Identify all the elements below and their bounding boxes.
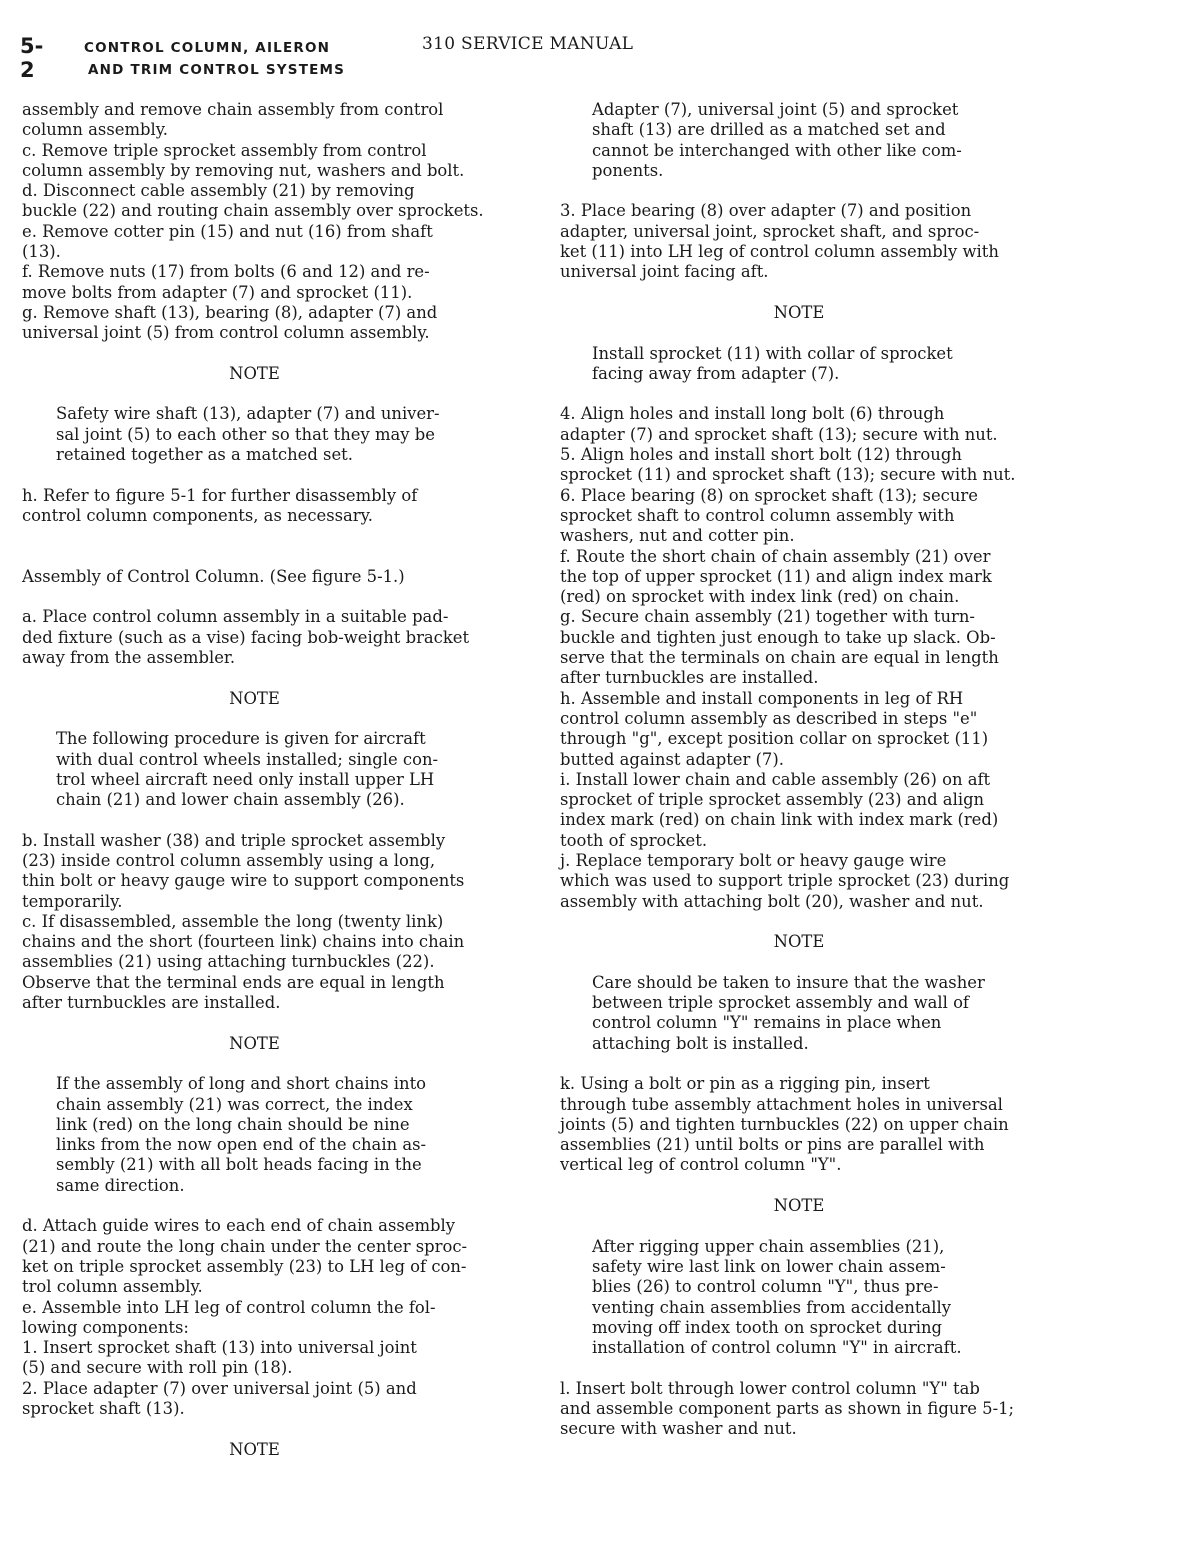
text-line: chain (21) and lower chain assembly (26). [56,790,405,810]
text-line: e. Assemble into LH leg of control column the fol- [22,1297,436,1317]
text-line: column assembly by removing nut, washers and bolt. [22,160,465,180]
manual-title: 310 SERVICE MANUAL [422,34,634,54]
text-line: If the assembly of long and short chains into [56,1074,427,1094]
text-line: j. Replace temporary bolt or heavy gauge wire [560,850,947,870]
text-line: facing away from adapter (7). [592,363,840,383]
text-line: 5. Align holes and install short bolt (12) through [560,445,962,465]
paragraph [22,100,552,141]
note-safety-wire [22,404,552,465]
step-c-assemble-chains [22,912,552,1013]
note-washer-care [560,973,1090,1054]
text-line: 6. Place bearing (8) on sprocket shaft (13); secure [560,485,978,505]
text-line: sprocket shaft to control column assembly with [560,505,955,525]
text-line: which was used to support triple sprocket (23) during [560,871,1010,891]
step-i-lower-chain [560,770,1090,851]
text-line: Care should be taken to insure that the washer [592,972,985,992]
text-line: Safety wire shaft (13), adapter (7) and univer- [56,404,440,424]
text-line: links from the now open end of the chain as- [56,1135,427,1155]
step-h-rh-leg [560,689,1090,770]
step-f-route-short-chain [560,547,1090,608]
text-line: through "g", except position collar on sprocket (11) [560,729,989,749]
step-1-insert-shaft [22,1338,552,1379]
text-line: between triple sprocket assembly and wall of [592,993,970,1013]
step-k-rigging-pin [560,1074,1090,1175]
text-line: h. Assemble and install components in leg of RH [560,688,964,708]
text-line: g. Remove shaft (13), bearing (8), adapter (7) and [22,302,438,322]
step-h-refer-figure [22,486,552,527]
step-g-secure-chain [560,607,1090,688]
text-line: a. Place control column assembly in a suitable pad- [22,607,449,627]
text-line: shaft (13) are drilled as a matched set and [592,120,946,140]
text-line: assembly with attaching bolt (20), washer and nut. [560,891,984,911]
text-line: 1. Insert sprocket shaft (13) into universal joint [22,1338,417,1358]
text-line: f. Remove nuts (17) from bolts (6 and 12) and re- [22,262,430,282]
step-g-remove-shaft [22,303,552,344]
text-line: column assembly. [22,120,169,140]
text-line: f. Route the short chain of chain assembly (21) over [560,546,991,566]
step-e-assemble-lh-leg [22,1298,552,1339]
text-line: d. Attach guide wires to each end of chain assembly [22,1216,456,1236]
text-line: g. Secure chain assembly (21) together with turn- [560,607,975,627]
text-line: (5) and secure with roll pin (18). [22,1358,293,1378]
text-line: 3. Place bearing (8) over adapter (7) and position [560,201,972,221]
text-line: through tube assembly attachment holes in universal [560,1094,1003,1114]
text-line: secure with washer and nut. [560,1419,797,1439]
text-line: sprocket (11) and sprocket shaft (13); secure with nut. [560,465,1016,485]
text-line: d. Disconnect cable assembly (21) by removing [22,181,415,201]
right-column [560,100,1090,1440]
text-line: the top of upper sprocket (11) and align index mark [560,566,992,586]
text-line: trol column assembly. [22,1277,203,1297]
text-line: ponents. [592,160,664,180]
note-heading: NOTE [229,1439,280,1459]
text-line: control column "Y" remains in place when [592,1013,942,1033]
step-5-short-bolt [560,445,1090,486]
note-dual-control [22,729,552,810]
text-line: index mark (red) on chain link with index mark (red) [560,810,999,830]
text-line: ket on triple sprocket assembly (23) to LH leg of con- [22,1256,467,1276]
text-line: Install sprocket (11) with collar of sprocket [592,343,953,363]
text-line: sprocket of triple sprocket assembly (23) and align [560,790,985,810]
step-d-disconnect-cable [22,181,552,222]
step-4-long-bolt [560,404,1090,445]
text-line: ded fixture (such as a vise) facing bob-weight bracket [22,627,470,647]
text-line: c. Remove triple sprocket assembly from control [22,140,427,160]
text-line: b. Install washer (38) and triple sprocket assembly [22,830,446,850]
text-line: sembly (21) with all bolt heads facing in the [56,1155,422,1175]
text-line: c. If disassembled, assemble the long (twenty link) [22,911,444,931]
text-line: After rigging upper chain assemblies (21), [592,1236,945,1256]
step-a-place-assembly [22,607,552,668]
text-line: assemblies (21) using attaching turnbuckles (22). [22,952,435,972]
text-line: with dual control wheels installed; single con- [56,749,439,769]
text-line: blies (26) to control column "Y", thus pre- [592,1277,939,1297]
note-matched-set [560,100,1090,181]
text-line: sprocket shaft (13). [22,1399,185,1418]
text-line: chain assembly (21) was correct, the index [56,1094,413,1114]
step-3-place-bearing [560,201,1090,282]
step-c-remove-triple-sprocket [22,141,552,182]
section-title-line-2: AND TRIM CONTROL SYSTEMS [88,62,346,78]
text-line: cannot be interchanged with other like com- [592,140,962,160]
text-line: adapter (7) and sprocket shaft (13); secure with nut. [560,424,998,444]
text-line: same direction. [56,1175,185,1195]
text-line: (21) and route the long chain under the center sproc- [22,1236,468,1256]
text-line: temporarily. [22,891,123,911]
text-line: away from the assembler. [22,648,236,668]
text-line: buckle and tighten just enough to take up slack. Ob- [560,627,996,647]
text-line: adapter, universal joint, sprocket shaft, and sproc- [560,221,980,241]
note-heading: NOTE [773,1196,825,1216]
text-line: 2. Place adapter (7) over universal joint (5) and [22,1378,417,1398]
text-line: vertical leg of control column "Y". [560,1155,842,1175]
text-line: e. Remove cotter pin (15) and nut (16) from shaft [22,221,433,241]
section-title-line-1: CONTROL COLUMN, AILERON [84,40,331,56]
text-line: l. Insert bolt through lower control column "Y" tab [560,1378,980,1398]
text-line: h. Refer to figure 5-1 for further disassembly of [22,485,418,505]
text-line: butted against adapter (7). [560,749,784,769]
text-line: venting chain assemblies from accidentally [592,1297,952,1317]
text-line: safety wire last link on lower chain assem- [592,1256,946,1276]
text-line: joints (5) and tighten turnbuckles (22) on upper chain [560,1114,1009,1134]
text-line: assembly and remove chain assembly from control [22,100,444,119]
note-heading: NOTE [229,1033,280,1053]
text-line: tooth of sprocket. [560,830,708,850]
page-number: 5-2 [20,34,44,82]
text-line: The following procedure is given for aircraft [56,729,426,749]
text-line: universal joint (5) from control column assembly. [22,323,430,343]
section-heading-assembly: Assembly of Control Column. (See figure 5-1.) [22,566,405,586]
step-d-attach-guide-wires [22,1216,552,1297]
text-line: (red) on sprocket with index link (red) on chain. [560,587,960,607]
text-line: 4. Align holes and install long bolt (6) through [560,404,945,424]
text-line: link (red) on the long chain should be nine [56,1114,410,1134]
text-line: and assemble component parts as shown in figure 5-1; [560,1399,1015,1418]
text-line: move bolts from adapter (7) and sprocket (11). [22,282,413,302]
note-heading: NOTE [229,688,280,708]
note-heading: NOTE [773,302,825,322]
text-line: control column components, as necessary. [22,505,373,525]
text-line: ket (11) into LH leg of control column assembly with [560,242,999,262]
text-line: moving off index tooth on sprocket during [592,1317,943,1337]
step-6-place-bearing [560,486,1090,547]
text-line: buckle (22) and routing chain assembly over sprockets. [22,201,484,221]
text-line: washers, nut and cotter pin. [560,526,795,546]
text-line: installation of control column "Y" in aircraft. [592,1338,962,1358]
text-line: i. Install lower chain and cable assembly (26) on aft [560,769,991,789]
step-2-place-adapter [22,1379,552,1420]
text-line: retained together as a matched set. [56,445,353,465]
text-line: serve that the terminals on chain are equal in length [560,648,999,668]
text-line: universal joint facing aft. [560,262,769,282]
text-line: attaching bolt is installed. [592,1033,809,1053]
step-l-insert-bolt [560,1379,1090,1440]
text-line: after turnbuckles are installed. [560,668,819,688]
text-line: trol wheel aircraft need only install upper LH [56,769,435,789]
note-heading: NOTE [229,363,280,383]
note-heading: NOTE [773,932,825,952]
step-j-replace-bolt [560,851,1090,912]
text-line: (23) inside control column assembly using a long, [22,850,436,870]
left-column [22,100,552,1460]
text-line: sal joint (5) to each other so that they may be [56,424,435,444]
step-e-remove-cotter-pin [22,222,552,263]
text-line: assemblies (21) until bolts or pins are parallel with [560,1135,985,1155]
text-line: chains and the short (fourteen link) chains into chain [22,932,465,952]
note-sprocket-collar [560,344,1090,385]
text-line: after turnbuckles are installed. [22,993,281,1013]
step-b-install-washer [22,831,552,912]
note-after-rigging [560,1237,1090,1359]
text-line: k. Using a bolt or pin as a rigging pin, insert [560,1074,930,1094]
text-line: thin bolt or heavy gauge wire to support components [22,871,465,891]
text-line: control column assembly as described in steps "e" [560,708,978,728]
text-line: lowing components: [22,1317,189,1337]
step-f-remove-nuts [22,262,552,303]
text-line: (13). [22,242,61,262]
note-index-link [22,1074,552,1196]
text-line: Adapter (7), universal joint (5) and sprocket [592,100,959,119]
text-line: Observe that the terminal ends are equal in length [22,972,445,992]
